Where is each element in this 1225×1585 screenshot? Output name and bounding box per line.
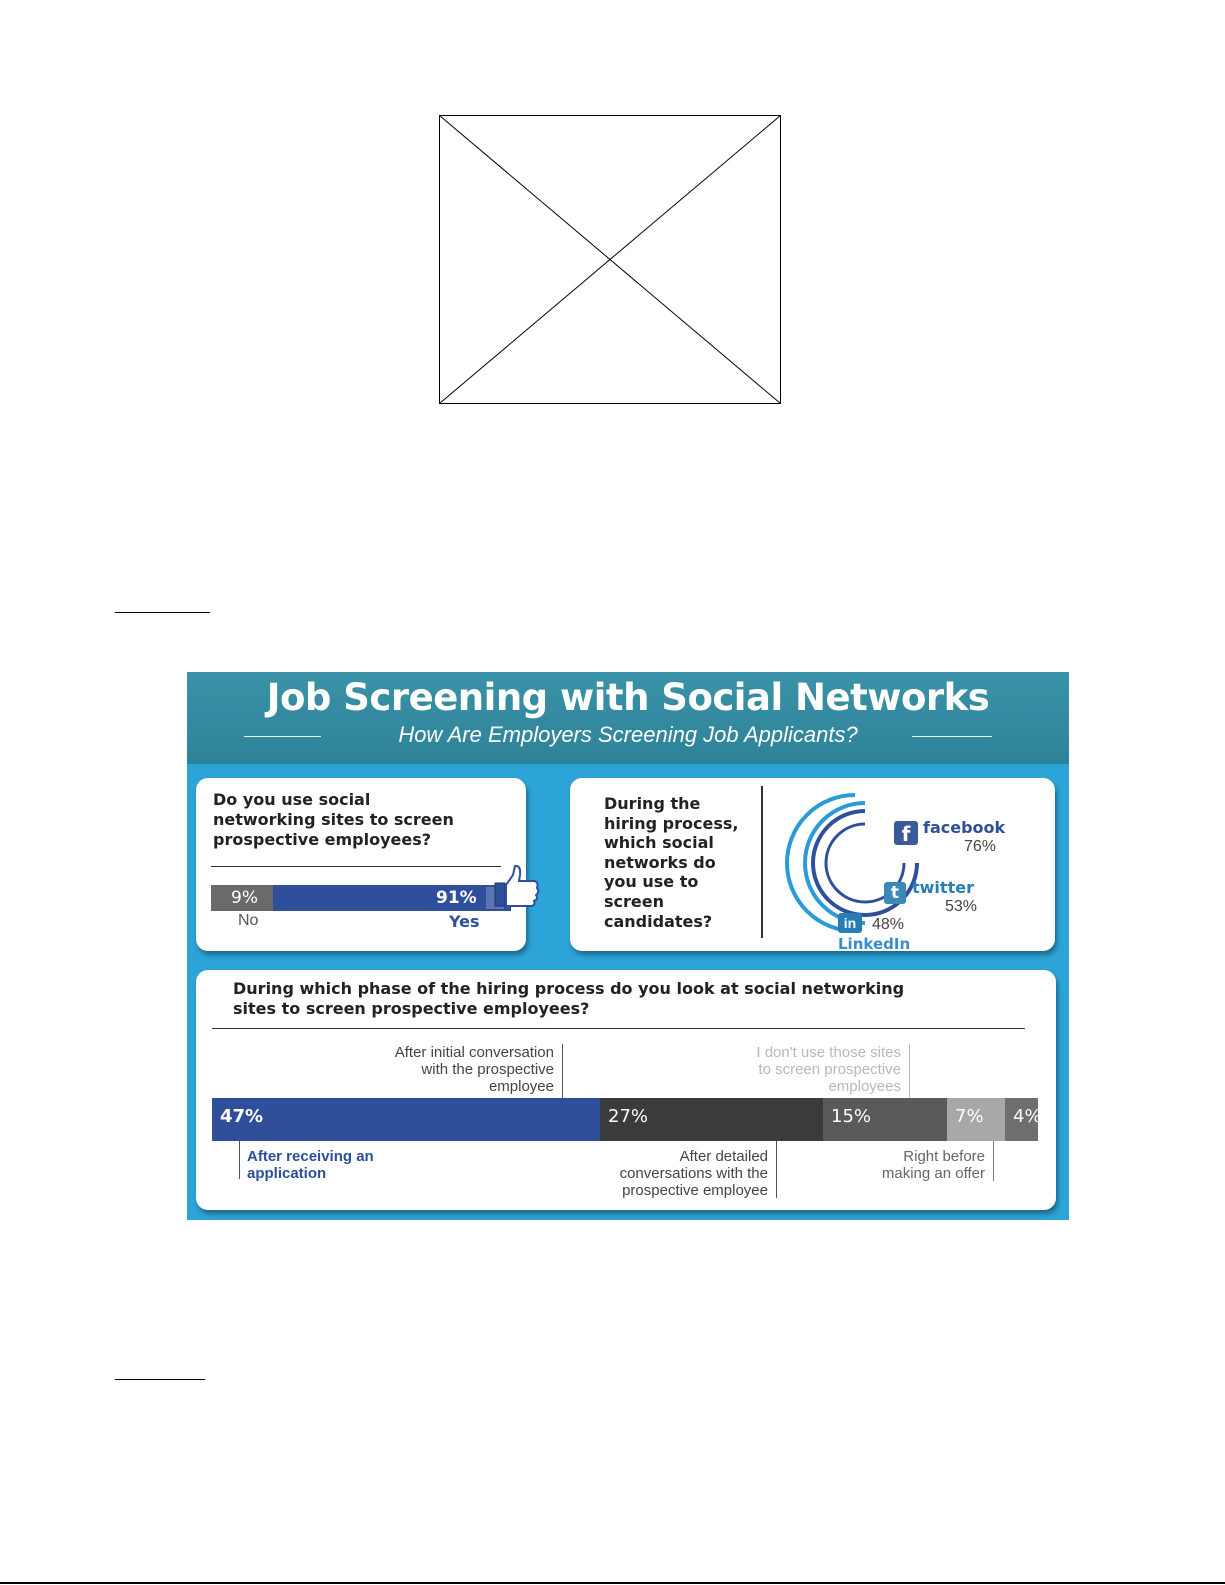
q3-question-line: During which phase of the hiring process do you look at social networking (233, 979, 905, 998)
label-after-receiving (247, 1148, 447, 1182)
phase-segment-label: 47% (220, 1106, 264, 1127)
label-line: Right before (903, 1148, 985, 1165)
blank-underline-2 (115, 1379, 205, 1380)
facebook-pct: 76% (964, 838, 997, 855)
label-line: After detailed (679, 1148, 768, 1165)
phase-segment (212, 1098, 600, 1141)
infographic (187, 672, 1069, 1220)
label-line: After receiving an (247, 1148, 374, 1165)
phase-stacked-bar (212, 1098, 1042, 1141)
label-line: application (247, 1165, 327, 1182)
label-after-initial (346, 1044, 554, 1095)
label-line: with the prospective (421, 1061, 554, 1078)
label-line: employees (828, 1078, 901, 1095)
label-dont-use (701, 1044, 901, 1095)
q2-divider (761, 786, 763, 938)
facebook-label: facebook (923, 818, 1006, 837)
q3-question-line: sites to screen prospective employees? (233, 999, 590, 1018)
phase-segment (947, 1098, 1005, 1141)
q1-no-pct: 9% (231, 888, 258, 908)
leader-after-receiving (239, 1141, 240, 1179)
q2-question-line: which social (604, 833, 714, 853)
q1-question-line: prospective employees? (213, 830, 432, 849)
phase-segment (600, 1098, 823, 1141)
label-line: employee (488, 1078, 554, 1095)
card-social-screening (196, 778, 526, 951)
leader-right-before (993, 1141, 994, 1181)
card-social-networks (570, 778, 1055, 951)
thumbs-up-icon (494, 864, 540, 910)
q3-question (233, 979, 1033, 1019)
q2-question (604, 794, 764, 931)
q2-question-line: you use to (604, 872, 699, 892)
leader-dont-use (909, 1044, 910, 1098)
q2-question-line: During the (604, 794, 701, 813)
card-hiring-phase (196, 970, 1056, 1210)
phase-segment-label: 7% (955, 1106, 984, 1127)
phase-segment (1005, 1098, 1042, 1141)
infographic-header (187, 672, 1069, 764)
infographic-subtitle: How Are Employers Screening Job Applicants? (398, 722, 858, 747)
q1-question (213, 790, 523, 850)
phase-segment (823, 1098, 947, 1141)
q1-no-label: No (238, 912, 259, 929)
phase-segment-label: 27% (608, 1106, 649, 1127)
leader-after-initial (562, 1044, 563, 1098)
twitter-pct: 53% (945, 898, 978, 915)
q1-question-line: networking sites to screen (213, 810, 454, 829)
q2-question-line: candidates? (604, 911, 713, 931)
q1-yes-pct: 91% (436, 888, 477, 908)
leader-after-detailed (776, 1141, 777, 1198)
facebook-icon: f (894, 821, 918, 845)
blank-underline-1 (115, 612, 210, 613)
label-line: conversations with the (619, 1165, 768, 1182)
q2-question-line: networks do (604, 852, 716, 872)
label-line: After initial conversation (394, 1044, 554, 1061)
subtitle-line-right (912, 736, 992, 737)
q3-divider (212, 1028, 1025, 1029)
phase-segment-label: 15% (831, 1106, 872, 1127)
label-line: prospective employee (622, 1182, 768, 1199)
q2-question-line: screen (604, 891, 664, 911)
twitter-icon: t (884, 882, 906, 904)
phase-segment-label: 4% (1013, 1106, 1042, 1127)
q1-question-line: Do you use social (213, 790, 371, 809)
page-bottom-rule (0, 1582, 1225, 1584)
twitter-label: twitter (912, 878, 974, 897)
label-after-detailed (566, 1148, 768, 1199)
infographic-title: Job Screening with Social Networks (266, 676, 990, 719)
q1-yes-label: Yes (449, 912, 480, 931)
linkedin-icon: in (838, 913, 862, 933)
linkedin-pct: 48% (872, 916, 905, 933)
q2-question-line: hiring process, (604, 813, 739, 833)
label-line: to screen prospective (758, 1061, 901, 1078)
q1-divider (211, 866, 501, 867)
label-line: making an offer (881, 1165, 985, 1182)
label-right-before (836, 1148, 985, 1182)
image-placeholder (439, 115, 781, 404)
q1-bar (211, 885, 511, 911)
label-line: I don't use those sites (756, 1044, 901, 1061)
linkedin-label: LinkedIn (838, 935, 911, 953)
